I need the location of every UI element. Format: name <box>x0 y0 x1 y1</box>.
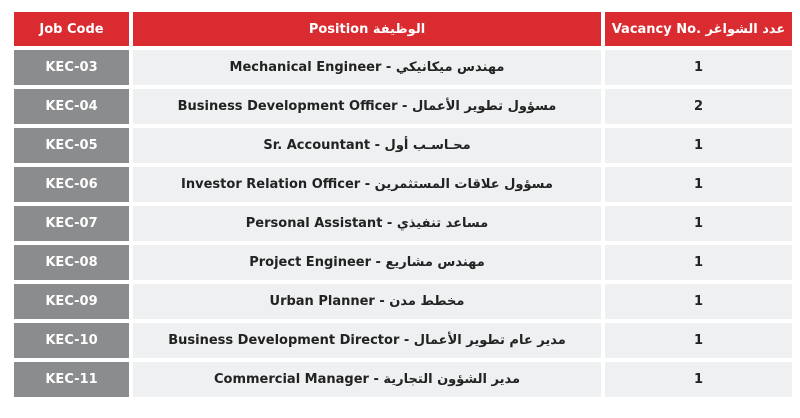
table-header-row <box>14 12 792 46</box>
job-code-cell: KEC-05 <box>14 128 129 163</box>
vacancy-cell: 2 <box>605 89 792 124</box>
position-cell: مساعد تنفيذي - Personal Assistant <box>133 206 601 241</box>
job-code-cell: KEC-09 <box>14 284 129 319</box>
header-vacancy: عدد الشواغر .Vacancy No <box>605 12 792 46</box>
job-code-cell: KEC-08 <box>14 245 129 280</box>
job-code-cell: KEC-06 <box>14 167 129 202</box>
job-code-cell: KEC-10 <box>14 323 129 358</box>
header-job-code: Job Code <box>14 12 129 46</box>
job-code-cell: KEC-04 <box>14 89 129 124</box>
position-cell: محـاسـب أول - Sr. Accountant <box>133 128 601 163</box>
vacancy-table-container <box>10 8 792 401</box>
vacancy-cell: 1 <box>605 245 792 280</box>
vacancy-cell: 1 <box>605 167 792 202</box>
vacancy-cell: 1 <box>605 362 792 397</box>
table-row <box>14 50 792 85</box>
position-cell: مدير عام تطوير الأعمال - Business Development Director <box>133 323 601 358</box>
table-row <box>14 362 792 397</box>
position-cell: مهندس مشاريع - Project Engineer <box>133 245 601 280</box>
vacancy-cell: 1 <box>605 284 792 319</box>
job-code-cell: KEC-11 <box>14 362 129 397</box>
vacancy-cell: 1 <box>605 323 792 358</box>
table-row <box>14 245 792 280</box>
table-row <box>14 284 792 319</box>
position-cell: مهندس ميكانيكي - Mechanical Engineer <box>133 50 601 85</box>
vacancy-cell: 1 <box>605 50 792 85</box>
vacancy-cell: 1 <box>605 206 792 241</box>
table-row <box>14 89 792 124</box>
table-row <box>14 323 792 358</box>
job-code-cell: KEC-07 <box>14 206 129 241</box>
header-position: Position الوظيفة <box>133 12 601 46</box>
position-cell: مدير الشؤون التجارية - Commercial Manager <box>133 362 601 397</box>
table-row <box>14 128 792 163</box>
vacancy-table <box>10 8 796 401</box>
table-row <box>14 167 792 202</box>
position-cell: مسؤول تطوير الأعمال - Business Development Officer <box>133 89 601 124</box>
table-row <box>14 206 792 241</box>
position-cell: مخطط مدن - Urban Planner <box>133 284 601 319</box>
position-cell: مسؤول علاقات المستثمرين - Investor Relation Officer <box>133 167 601 202</box>
job-code-cell: KEC-03 <box>14 50 129 85</box>
vacancy-cell: 1 <box>605 128 792 163</box>
